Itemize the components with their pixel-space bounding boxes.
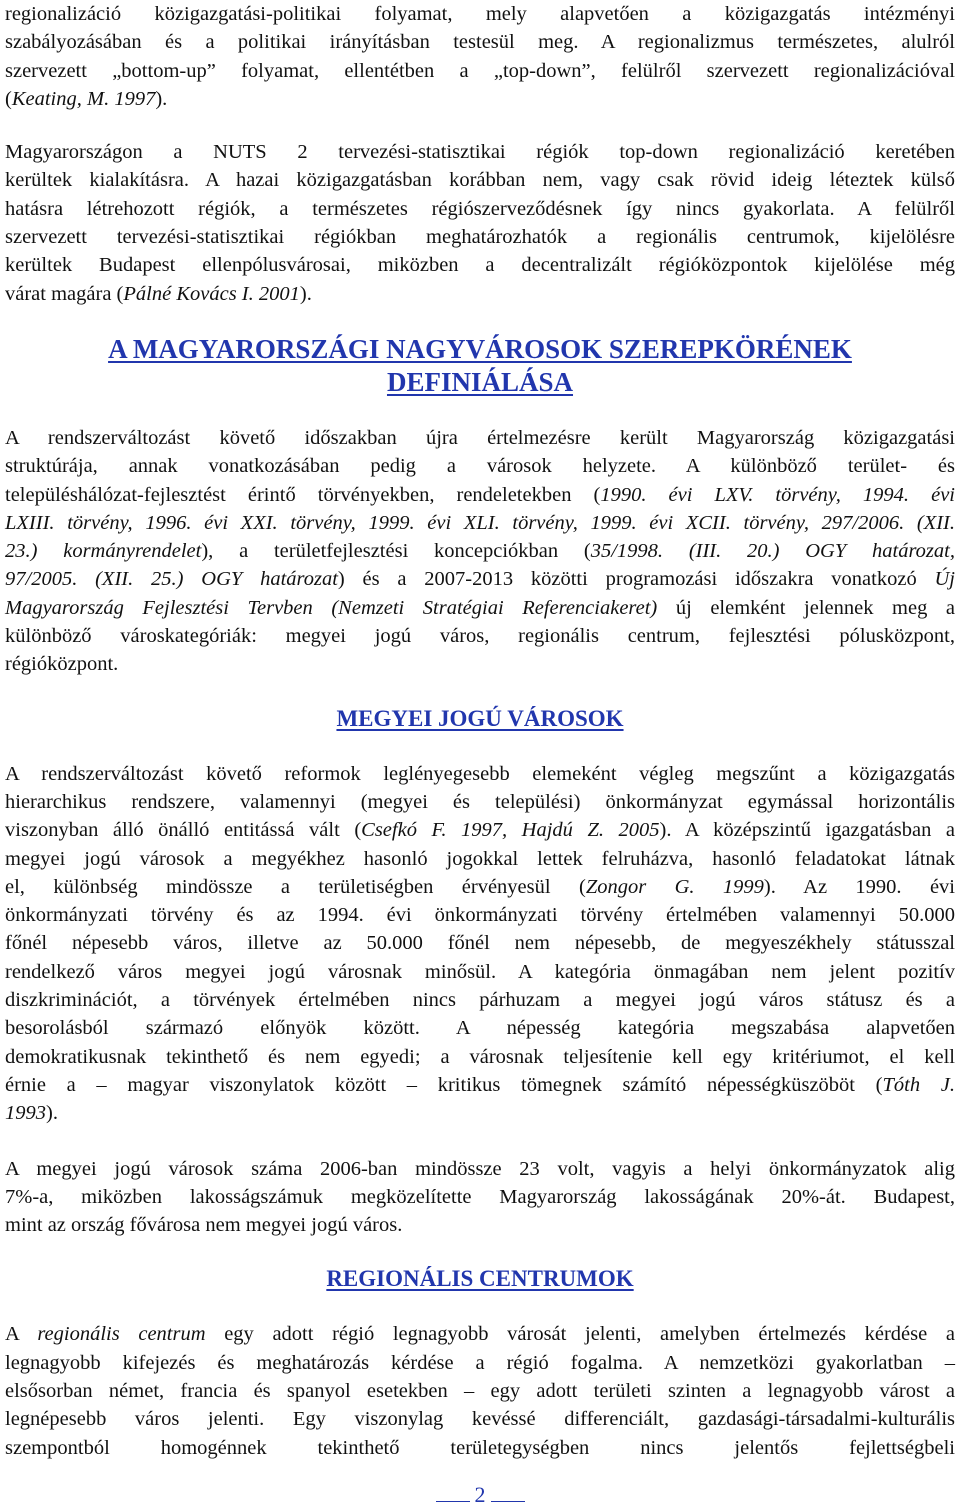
text-line	[5, 28, 955, 56]
text-run: hatásra létrehozott régiók, a természetes régiószerveződésnek így nincs gyakorlata. A felülről	[5, 197, 955, 220]
text-run: el, különbség mindössze a területiségben érvényesül (	[5, 875, 586, 898]
text-run: legnagyobb kifejezés és meghatározás kérdése a régió fogalma. A nemzetközi gyakorlatban –	[5, 1351, 955, 1374]
text-line	[5, 1014, 955, 1042]
footer-rule-left	[436, 1501, 470, 1503]
text-run: szervezett tervezési-statisztikai régiókban meghatározhatók a regionális centrumok, kijelölésre	[5, 226, 955, 249]
text-line	[5, 195, 955, 223]
text-run: demokratikusnak tekinthető és nem egyedi; a városnak teljesítenie kell egy kritériumot, el kell	[5, 1045, 955, 1068]
text-run: kerültek kialakításra. A hazai közigazgatásban korábban nem, vagy csak rövid ideig léteztek külső	[5, 169, 955, 192]
text-line	[5, 565, 955, 593]
text-line	[5, 223, 955, 251]
italic-run: 97/2005. (XII. 25.) OGY határozat	[5, 568, 338, 591]
text-run: főnél népesebb város, illetve az 50.000 főnél nem népesebb, de megyeszékhely státusszal	[5, 932, 955, 955]
text-line	[5, 1434, 955, 1462]
text-line	[5, 1071, 955, 1099]
italic-run: LXIII. törvény, 1996. évi XXI. törvény, 1999. évi XLI. törvény, 1999. évi XCII. törvény, 297/2006. (XII.	[5, 511, 955, 534]
text-line	[5, 1043, 955, 1071]
text-line	[5, 481, 955, 509]
text-line	[5, 1265, 955, 1293]
text-run: besorolásból származó előnyök között. A népesség kategória megszabása alapvetően	[5, 1017, 955, 1040]
text-line	[5, 760, 955, 788]
text-line	[5, 929, 955, 957]
text-line	[5, 594, 955, 622]
footer-rule-right	[491, 1501, 525, 1503]
text-line	[5, 333, 955, 366]
text-line	[5, 986, 955, 1014]
text-line	[5, 57, 955, 85]
text-run: különböző városkategóriák: megyei jogú város, regionális centrum, fejlesztési pólusközpont,	[5, 625, 955, 648]
text-line	[5, 0, 955, 28]
text-run: szabályozásában és a politikai irányításban testesül meg. A regionalizmus természetes, alulról	[5, 31, 955, 54]
text-run: diszkriminációt, a törvények értelmében nincs párhuzam a megyei jogú város státusz és a	[5, 989, 955, 1012]
text-run: A rendszerváltozást követő időszakban újra értelmezésre került Magyarország közigazgatási	[5, 426, 955, 449]
paragraph-varoskategoriak	[5, 424, 955, 679]
text-run: ), a területfejlesztési koncepciókban (	[201, 540, 591, 563]
text-line	[5, 1377, 955, 1405]
italic-run: 1993	[5, 1102, 46, 1125]
text-line	[5, 1183, 955, 1211]
text-run: REGIONÁLIS CENTRUMOK	[326, 1266, 634, 1292]
text-run: kerültek Budapest ellenpólusvárosai, miközben a decentralizált régióközpontok kijelölése még	[5, 254, 955, 277]
italic-run: Pálné Kovács I. 2001	[123, 282, 300, 305]
text-run: ) és a 2007-2013 közötti programozási időszakra vonatkozó	[337, 568, 935, 591]
italic-run: Keating, M. 1997	[11, 87, 156, 110]
text-run: MEGYEI JOGÚ VÁROSOK	[336, 705, 624, 731]
paragraph-regionalizacio-folyamat	[5, 0, 955, 113]
text-run: A megyei jogú városok száma 2006-ban mindössze 23 volt, vagyis a helyi önkormányzatok alig	[5, 1157, 955, 1180]
text-run: szempontból homogénnek tekinthető területegységben nincs jelentős fejlettségbeli	[5, 1436, 955, 1459]
italic-run: Magyarország Fejlesztési Tervben (Nemzeti Stratégiai Referenciakeret)	[5, 596, 658, 619]
document-page	[5, 0, 955, 1462]
text-run: (	[5, 87, 12, 110]
text-line	[5, 873, 955, 901]
text-run: regionalizáció közigazgatási-politikai folyamat, mely alapvetően a közigazgatás intézményi	[5, 3, 955, 25]
section-heading-megyei-jogu-varosok	[5, 705, 955, 733]
paragraph-megyei-jogu-varosok-jogallasa	[5, 760, 955, 1128]
paragraph-regionalis-centrum-definicio	[5, 1320, 955, 1461]
italic-run: 1990. évi LXV. törvény, 1994. évi	[600, 483, 955, 506]
italic-run: Tóth J.	[882, 1073, 955, 1096]
text-run: ). Az 1990. évi	[763, 875, 955, 898]
text-line	[5, 138, 955, 166]
text-run: struktúrája, annak vonatkozásában pedig a városok helyzete. A különböző terület- és	[5, 455, 955, 478]
text-run: rendelkező város megyei jogú városnak minősül. A kategória önmagában nem jelent pozitív	[5, 960, 955, 983]
text-line	[5, 901, 955, 929]
text-run: érnie a – magyar viszonylatok között – kritikus tömegnek számító népességküszöböt (	[5, 1073, 883, 1096]
text-run: településhálózat-fejlesztést érintő törvényekben, rendeletekben (	[5, 483, 601, 506]
italic-run: Zongor G. 1999	[585, 875, 764, 898]
text-line	[5, 1211, 955, 1239]
text-line	[5, 1099, 955, 1127]
text-run: legnépesebb város jelenti. Egy viszonylag kevéssé differenciált, gazdasági-társadalmi-kulturális	[5, 1408, 955, 1431]
text-run: egy adott régió legnagyobb városát jelenti, amelyben értelmezés kérdése a	[205, 1323, 955, 1346]
text-run: elsősorban német, francia és spanyol esetekben – egy adott területi szinten a legnagyobb várost a	[5, 1379, 955, 1402]
text-line	[5, 1349, 955, 1377]
text-run: megyei jogú városok a megyékhez hasonló jogokkal lettek felruházva, hasonló feladatokat látnak	[5, 847, 955, 870]
text-line	[5, 509, 955, 537]
italic-run: regionális centrum	[37, 1323, 206, 1346]
page-footer	[0, 1482, 960, 1508]
text-run: várat magára (	[5, 282, 124, 305]
text-run: önkormányzati törvény és az 1994. évi önkormányzati törvény értelmében valamennyi 50.000	[5, 904, 955, 927]
text-run: ).	[46, 1102, 58, 1125]
text-line	[5, 1405, 955, 1433]
text-run: Magyarországon a NUTS 2 tervezési-statisztikai régiók top-down regionalizáció keretében	[5, 141, 955, 164]
text-run: A MAGYARORSZÁGI NAGYVÁROSOK SZEREPKÖRÉNEK	[108, 333, 852, 364]
text-line	[5, 166, 955, 194]
text-run: új elemként jelennek meg a	[657, 596, 955, 619]
text-run: mint az ország fővárosa nem megyei jogú város.	[5, 1214, 403, 1237]
text-run: 7%-a, miközben lakosságszámuk megközelítette Magyarország lakosságának 20%-át. Budapest,	[5, 1185, 955, 1208]
text-line	[5, 845, 955, 873]
text-line	[5, 251, 955, 279]
text-run: viszonyban álló önálló entitássá vált (	[5, 819, 362, 842]
text-line	[5, 705, 955, 733]
text-run: hierarchikus rendszere, valamennyi (megyei és települési) önkormányzat egymással horizontális	[5, 790, 955, 813]
text-run: A	[5, 1323, 38, 1346]
section-heading-nagyvarosok-szerepkore	[5, 333, 955, 399]
italic-run: 23.) kormányrendelet	[5, 540, 202, 563]
text-run: ).	[299, 282, 312, 305]
text-run: ).	[155, 87, 168, 110]
text-line	[5, 366, 955, 399]
text-line	[5, 1320, 955, 1348]
italic-run: Csefkó F. 1997, Hajdú Z. 2005	[361, 819, 660, 842]
text-line	[5, 280, 955, 308]
text-line	[5, 537, 955, 565]
text-line	[5, 452, 955, 480]
text-run: DEFINIÁLÁSA	[386, 366, 574, 397]
page-number: 2	[474, 1482, 486, 1507]
text-line	[5, 424, 955, 452]
text-run: A rendszerváltozást követő reformok leglényegesebb elemeként végleg megszűnt a közigazgatás	[5, 762, 955, 785]
text-line	[5, 650, 955, 678]
section-heading-regionalis-centrumok	[5, 1265, 955, 1293]
paragraph-nuts2-regiok	[5, 138, 955, 308]
text-line	[5, 1155, 955, 1183]
text-run: régióközpont.	[5, 653, 119, 676]
text-line	[5, 85, 955, 113]
text-run: ). A középszintű igazgatásban a	[659, 819, 956, 842]
italic-run: 35/1998. (III. 20.) OGY határozat,	[590, 540, 955, 563]
text-line	[5, 788, 955, 816]
text-line	[5, 816, 955, 844]
italic-run: Új	[934, 568, 955, 591]
text-line	[5, 622, 955, 650]
text-line	[5, 958, 955, 986]
paragraph-megyei-jogu-varosok-szama	[5, 1155, 955, 1240]
text-run: szervezett „bottom-up” folyamat, ellentétben a „top-down”, felülről szervezett regionalizációval	[5, 59, 955, 82]
